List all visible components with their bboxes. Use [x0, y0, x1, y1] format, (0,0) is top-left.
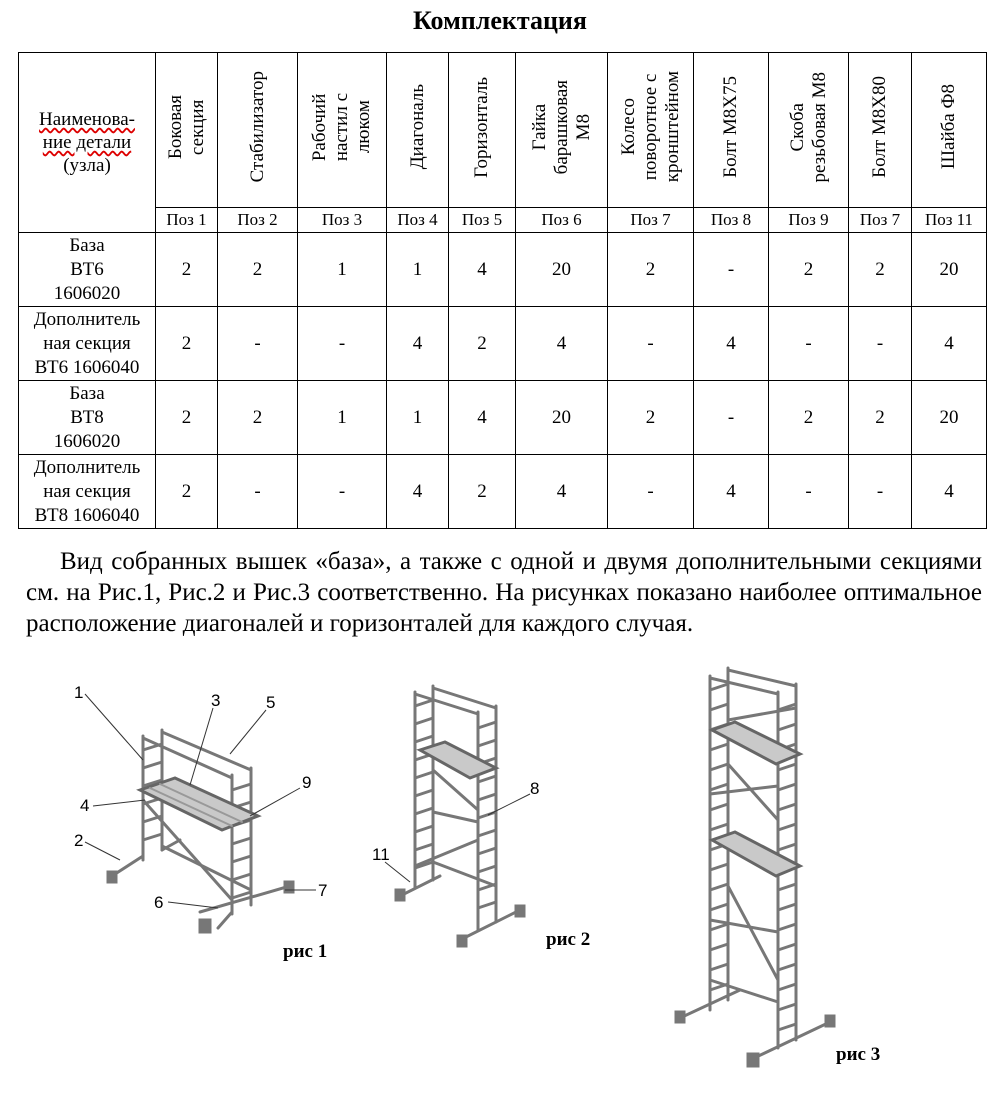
callout-2: 2: [74, 831, 84, 850]
table-cell: 4: [912, 307, 987, 381]
scaffold-figure-2: [396, 686, 524, 946]
position-cell: Поз 11: [912, 208, 987, 233]
column-header: [608, 53, 694, 208]
row-name-line: ВТ8 1606040: [34, 504, 140, 526]
table-cell: 2: [769, 233, 849, 307]
figure-3-caption: рис 3: [836, 1044, 881, 1065]
row-name-line: 1606020: [53, 282, 121, 304]
column-label: Рабочий настил с люком: [309, 92, 374, 162]
position-cell: Поз 2: [218, 208, 298, 233]
table-cell: 2: [156, 233, 218, 307]
table-cell: 20: [912, 381, 987, 455]
row-name-cell: [19, 233, 156, 307]
position-cell: Поз 3: [298, 208, 387, 233]
table-cell: 4: [387, 307, 449, 381]
table-cell: 2: [608, 233, 694, 307]
column-header: [912, 53, 987, 208]
position-cell: Поз 9: [769, 208, 849, 233]
table-cell: 2: [449, 307, 516, 381]
table-row: [19, 307, 987, 381]
name-header-line3: (узла): [63, 155, 111, 176]
column-header: [849, 53, 912, 208]
column-header: [769, 53, 849, 208]
table-cell: 4: [516, 455, 608, 529]
callout-8: 8: [530, 779, 540, 798]
table-cell: -: [218, 455, 298, 529]
column-label: Боковая секция: [164, 94, 208, 160]
column-label: Шайба Ф8: [938, 84, 959, 170]
table-cell: 4: [694, 307, 769, 381]
callout-4: 4: [80, 796, 90, 815]
table-cell: -: [769, 455, 849, 529]
scaffold-figure-3: [676, 668, 834, 1066]
table-cell: 2: [156, 381, 218, 455]
column-label: Болт М8Х75: [720, 76, 741, 178]
table-cell: -: [608, 307, 694, 381]
row-name-cell: [19, 381, 156, 455]
position-row: [19, 208, 987, 233]
table-cell: 2: [218, 233, 298, 307]
row-name-line: Дополнитель: [33, 308, 141, 330]
components-table: [18, 52, 987, 529]
table-cell: 1: [298, 233, 387, 307]
column-header: [387, 53, 449, 208]
row-name-line: ВТ8: [70, 406, 104, 428]
table-cell: -: [849, 307, 912, 381]
table-cell: 4: [449, 381, 516, 455]
table-row: [19, 381, 987, 455]
table-cell: 4: [912, 455, 987, 529]
table-cell: 2: [156, 455, 218, 529]
scaffold-figure-1: [108, 730, 293, 932]
table-row: [19, 455, 987, 529]
position-cell: Поз 7: [608, 208, 694, 233]
table-cell: 1: [298, 381, 387, 455]
column-header: [516, 53, 608, 208]
page-title: Комплектация: [413, 6, 587, 35]
description-text: Вид собранных вышек «база», а также с одной и двумя дополнительными секциями см. на Рис.1, Рис.2 и Рис.3 соответственно. На рисунках показано наиболее оптимальное расположение диагоналей и горизонталей для каждого случая.: [26, 548, 982, 637]
name-column-header: [19, 53, 156, 233]
table-cell: -: [694, 233, 769, 307]
table-cell: 20: [912, 233, 987, 307]
column-label: Стабилизатор: [246, 71, 268, 183]
table-cell: 2: [156, 307, 218, 381]
table-cell: 4: [516, 307, 608, 381]
column-header: [298, 53, 387, 208]
callout-1: 1: [74, 683, 84, 702]
position-cell: Поз 7: [849, 208, 912, 233]
table-cell: -: [298, 455, 387, 529]
column-label: Диагональ: [406, 84, 428, 170]
row-name-line: ная секция: [43, 480, 131, 502]
table-row: [19, 233, 987, 307]
column-label: Скоба резьбовая М8: [786, 71, 830, 183]
column-header: [218, 53, 298, 208]
row-name-line: 1606020: [53, 430, 121, 452]
position-cell: Поз 1: [156, 208, 218, 233]
table-cell: 4: [694, 455, 769, 529]
name-header-line2: ние детали: [42, 132, 132, 153]
row-name-line: ВТ6: [70, 258, 104, 280]
column-header: [156, 53, 218, 208]
callout-6: 6: [154, 893, 164, 912]
name-header-line1: Наименова-: [39, 109, 135, 130]
callout-11: 11: [372, 845, 390, 864]
column-label: Колесо поворотное с кронштейном: [617, 71, 683, 183]
table-cell: 1: [387, 233, 449, 307]
callout-9: 9: [302, 773, 312, 792]
position-cell: Поз 8: [694, 208, 769, 233]
row-name-cell: [19, 307, 156, 381]
position-cell: Поз 5: [449, 208, 516, 233]
description-paragraph: [26, 546, 982, 639]
table-cell: -: [608, 455, 694, 529]
row-name-line: База: [69, 382, 105, 404]
table-cell: -: [218, 307, 298, 381]
figure-2-caption: рис 2: [546, 929, 591, 950]
column-label: Болт М8Х80: [869, 76, 890, 178]
table-cell: 2: [608, 381, 694, 455]
callout-7: 7: [318, 881, 328, 900]
scaffold-figures: [0, 650, 1000, 1098]
column-header: [449, 53, 516, 208]
column-label: Гайка барашковая М8: [528, 79, 594, 175]
row-name-cell: [19, 455, 156, 529]
table-cell: 20: [516, 381, 608, 455]
table-cell: -: [298, 307, 387, 381]
table-cell: 4: [387, 455, 449, 529]
row-name-line: Дополнитель: [33, 456, 141, 478]
table-cell: -: [849, 455, 912, 529]
row-name-line: ВТ6 1606040: [34, 356, 140, 378]
table-cell: 1: [387, 381, 449, 455]
table-header-row: [19, 53, 987, 208]
column-label: Горизонталь: [471, 76, 492, 178]
row-name-line: ная секция: [43, 332, 131, 354]
table-cell: 20: [516, 233, 608, 307]
table-cell: 2: [849, 233, 912, 307]
table-cell: 2: [449, 455, 516, 529]
table-cell: -: [769, 307, 849, 381]
position-cell: Поз 6: [516, 208, 608, 233]
table-cell: -: [694, 381, 769, 455]
table-cell: 2: [769, 381, 849, 455]
position-cell: Поз 4: [387, 208, 449, 233]
table-cell: 4: [449, 233, 516, 307]
figure-1-caption: рис 1: [283, 941, 328, 962]
table-cell: 2: [849, 381, 912, 455]
callout-3: 3: [211, 691, 221, 710]
table-cell: 2: [218, 381, 298, 455]
column-header: [694, 53, 769, 208]
row-name-line: База: [69, 234, 105, 256]
callout-5: 5: [266, 693, 276, 712]
